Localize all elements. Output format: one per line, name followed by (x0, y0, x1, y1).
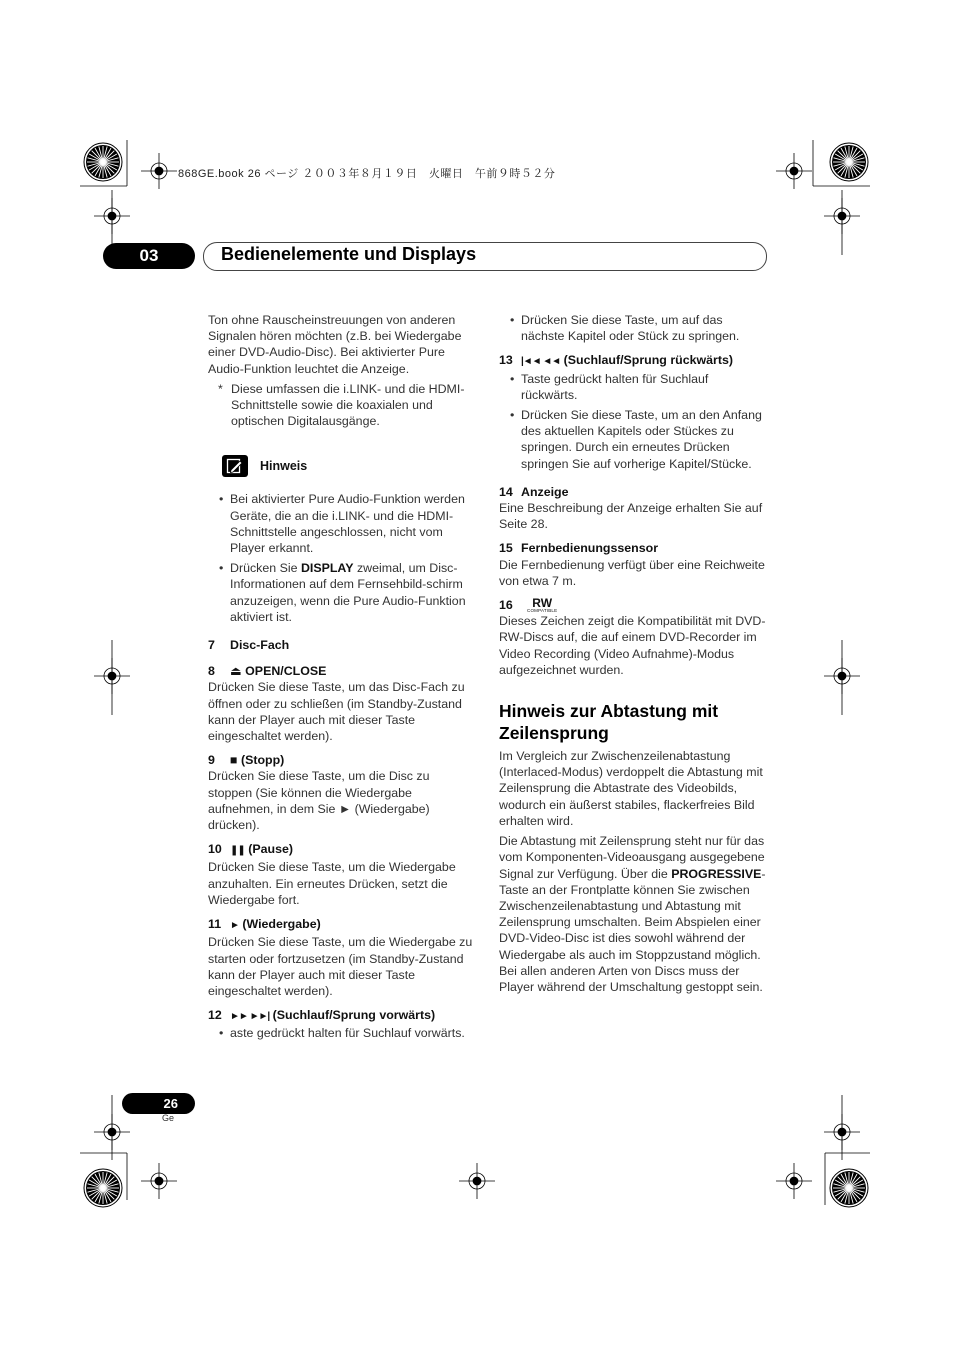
item-text-16: Dieses Zeichen zeigt die Kompatibilität mit DVD-RW-Discs auf, die auf einem DVD-Recorder im Video Recording (Video Aufnahme)-Modus aufgezeichnet wurden. (499, 614, 766, 677)
item-text-11: Drücken Sie diese Taste, um die Wiedergabe zu starten oder fortzusetzen (im Standby-Zustand kann der Player auch mit dieser Taste eingeschaltet werden). (208, 935, 473, 998)
stop-icon: ■ (230, 753, 238, 768)
item-heading-7: 7 Disc-Fach (208, 638, 290, 653)
display-key: DISPLAY (300, 561, 354, 576)
item-heading-11: 11 ► (Wiedergabe) (208, 917, 321, 932)
item-heading-16: 16 RW COMPATIBLE (499, 596, 558, 614)
item-heading-13: 13 |◄◄ ◄◄ (Suchlauf/Sprung rückwärts) (499, 353, 733, 368)
eject-icon: ⏏ (230, 664, 242, 679)
pencil-note-icon (222, 455, 248, 477)
registration-wheel (830, 143, 868, 181)
note-bullet: • Bei aktivierter Pure Audio-Funktion werden Geräte, die an die i.LINK- und die HDMI-Schnittstelle angeschlossen, nicht vom Player erkannt. (208, 491, 476, 556)
section-paragraph: Im Vergleich zur Zwischenzeilenabtastung (Interlaced-Modus) verdoppelt die Abtastung mit Zeilensprung die Abtastrate des Videobilds, wodurch ein äußerst stabiles, flackerfreies Bild erhalten wird. (499, 749, 763, 828)
note-heading (222, 455, 476, 477)
chapter-title: Bedienelemente und Displays (221, 244, 477, 264)
registration-wheel (84, 1169, 122, 1207)
item-text-14: Eine Beschreibung der Anzeige erhalten Sie auf Seite 28. (499, 501, 763, 532)
play-icon: ► (230, 920, 239, 932)
item-bullet-13: • Drücken Sie diese Taste, um an den Anfang des aktuellen Kapitels oder Stückes zu springen. Durch ein erneutes Drücken springen Sie auf vorherige Kapitel/Stücke. (499, 407, 767, 472)
footnote-text: Diese umfassen die i.LINK- und die HDMI-Schnittstelle sowie die koaxialen und optischen Digitalausgänge. (231, 381, 465, 429)
registration-wheel (84, 143, 122, 181)
language-code: Ge (162, 1113, 175, 1123)
section-paragraph: Die Abtastung mit Zeilensprung steht nur für das vom Komponenten-Videoausgang ausgegebene Signal zur Verfügung. Über die PROGRESSIVE-Taste an der Frontplatte können Sie zwischen Zwischenzeilenabtastung und Abtastung mit Zeilensprung umschalten. Beim Abspielen einer DVD-Video-Disc ist dies sowohl während der Wiedergabe als auch im Stoppzustand möglich. Bei allen anderen Arten von Discs muss der Player während der Umschaltung gestoppt sein. (499, 834, 766, 994)
note-bullet: • Drücken Sie DISPLAY zweimal, um Disc-Informationen auf dem Fernsehbild-schirm anzuzeigen, wenn die Pure Audio-Funktion aktiviert ist. (208, 560, 476, 625)
continued-bullet: • Drücken Sie diese Taste, um auf das nächste Kapitel oder Stück zu springen. (499, 312, 767, 344)
item-heading-12: 12 ►► ►►| (Suchlauf/Sprung vorwärts) (208, 1008, 436, 1023)
item-heading-9: 9 ■ (Stopp) (208, 753, 285, 768)
note-label: Hinweis (260, 459, 308, 474)
left-column (208, 312, 476, 1046)
intro-paragraph: Ton ohne Rauscheinstreuungen von anderen Signalen hören möchten (z.B. bei Wiedergabe einer DVD-Audio-Disc). Bei aktivierter Pure Audio-Funktion leuchtet die Anzeige. (208, 313, 462, 376)
item-heading-14: 14 Anzeige (499, 484, 569, 499)
right-column (499, 312, 767, 999)
item-text-9: Drücken Sie diese Taste, um die Disc zu stoppen (Sie können die Wiedergabe aufnehmen, in dem Sie ► (Wiedergabe) drücken). (208, 769, 430, 833)
forward-skip-icon: ►► ►►| (230, 1011, 270, 1023)
registration-wheel (830, 1169, 868, 1207)
footnote-mark: * (218, 381, 223, 396)
item-bullet-13: • Taste gedrückt halten für Suchlauf rückwärts. (499, 371, 767, 403)
item-text-10: Drücken Sie diese Taste, um die Wiedergabe anzuhalten. Ein erneutes Drücken, setzt die Wiedergabe fort. (208, 860, 456, 907)
rw-compatible-logo: RW COMPATIBLE (527, 596, 558, 614)
item-text-15: Die Fernbedienung verfügt über eine Reichweite von etwa 7 m. (499, 557, 765, 588)
print-header: 868GE.book 26 ページ ２００３年８月１９日 火曜日 午前９時５２分 (178, 168, 556, 180)
page-number-badge: 26 (122, 1093, 195, 1114)
section-heading: Hinweis zur Abtastung mit Zeilensprung (499, 701, 719, 744)
reverse-skip-icon: |◄◄ ◄◄ (521, 356, 561, 368)
footnote (208, 381, 476, 430)
chapter-number-badge: 03 (103, 243, 195, 269)
item-heading-10: 10 ❚❚ (Pause) (208, 842, 293, 857)
item-bullet-12: • aste gedrückt halten für Suchlauf vorwärts. (208, 1025, 476, 1041)
progressive-key: PROGRESSIVE (671, 866, 762, 881)
item-heading-8: 8 ⏏ OPEN/CLOSE (208, 664, 327, 679)
pause-icon: ❚❚ (230, 845, 245, 857)
item-heading-15: 15 Fernbedienungssensor (499, 541, 659, 556)
item-text-8: Drücken Sie diese Taste, um das Disc-Fach zu öffnen oder zu schließen (im Standby-Zustand kann der Player auch mit dieser Taste eingeschaltet werden). (208, 680, 465, 744)
